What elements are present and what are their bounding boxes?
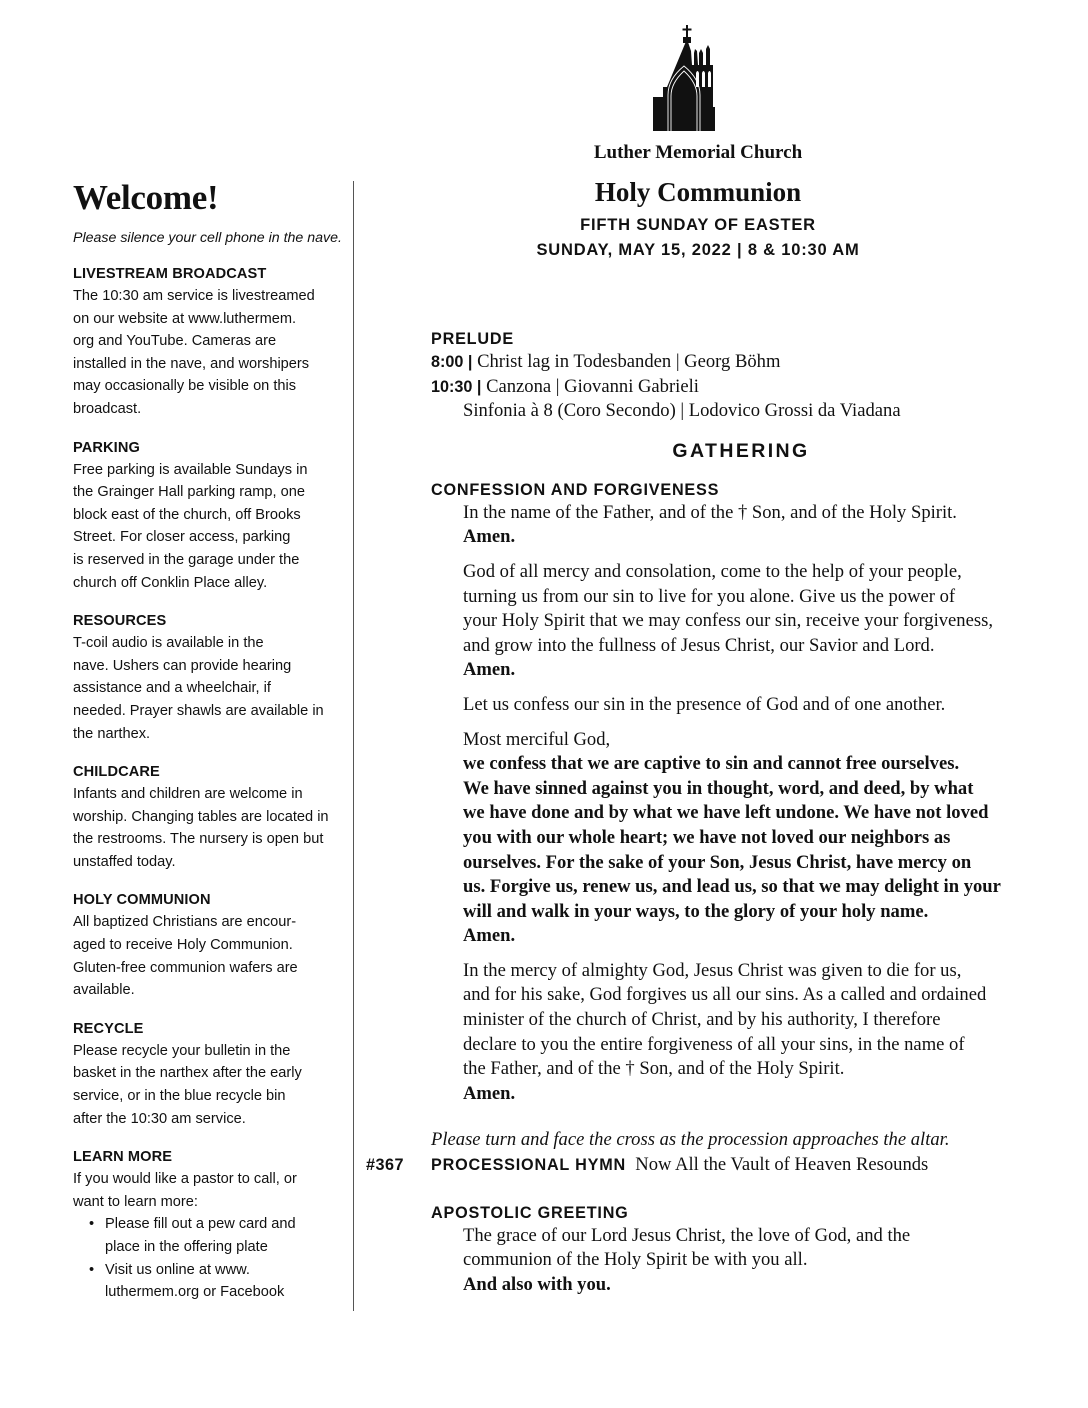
- invitation-to-confession: Let us confess our sin in the presence of God and of one another.: [463, 693, 946, 715]
- info-line: Street. For closer access, parking: [73, 529, 291, 546]
- info-body: [73, 911, 345, 1001]
- confession-line: will and walk in your ways, to the glory of your holy name.: [463, 900, 929, 922]
- hymn-label: PROCESSIONAL HYMN: [431, 1156, 626, 1175]
- info-line: broadcast.: [73, 400, 142, 417]
- info-holy-communion: [73, 889, 345, 1001]
- prayer-line: God of all mercy and consolation, come to the help of your people,: [463, 560, 962, 582]
- info-line: may occasionally be visible on this: [73, 378, 297, 395]
- info-line: Free parking is available Sundays in: [73, 461, 308, 478]
- greeting-body: [431, 1224, 1051, 1298]
- absolution-line: minister of the church of Christ, and by his authority, I therefore: [463, 1009, 941, 1031]
- info-line: aged to receive Holy Communion.: [73, 937, 293, 954]
- info-line: basket in the narthex after the early: [73, 1065, 302, 1082]
- prayer-line: your Holy Spirit that we may confess our sin, receive your forgiveness,: [463, 610, 993, 632]
- welcome-title: Welcome!: [73, 178, 219, 217]
- info-line: Gluten-free communion wafers are: [73, 959, 298, 976]
- info-line: T-coil audio is available in the: [73, 635, 264, 652]
- info-line: nave. Ushers can provide hearing: [73, 657, 292, 674]
- info-line: the Grainger Hall parking ramp, one: [73, 484, 305, 501]
- church-name: Luther Memorial Church: [593, 142, 803, 163]
- hymn-line: [431, 1153, 1051, 1178]
- confession-line: We have sinned against you in thought, word, and deed, by what: [463, 777, 974, 799]
- info-line: If you would like a pastor to call, or: [73, 1171, 297, 1188]
- info-line: available.: [73, 982, 135, 999]
- list-item-text: place in the offering plate: [105, 1239, 268, 1255]
- info-livestream: [73, 263, 345, 421]
- prelude-time: 8:00 |: [431, 353, 473, 371]
- confession-prayer: [463, 728, 1051, 949]
- prayer-line: and grow into the fullness of Jesus Christ, our Savior and Lord.: [463, 634, 935, 656]
- absolution: [463, 959, 1051, 1107]
- service-date-time: SUNDAY, MAY 15, 2022 | 8 & 10:30 AM: [536, 241, 860, 259]
- info-line: block east of the church, off Brooks: [73, 506, 301, 523]
- confession-section: [431, 479, 1051, 1107]
- church-building-icon: [653, 25, 715, 131]
- absolution-line: In the mercy of almighty God, Jesus Christ was given to die for us,: [463, 959, 962, 981]
- info-line: Please recycle your bulletin in the: [73, 1042, 291, 1059]
- list-item-text: Visit us online at www.: [105, 1261, 250, 1278]
- gathering-heading: GATHERING: [672, 439, 810, 462]
- info-line: The 10:30 am service is livestreamed: [73, 288, 315, 304]
- info-body: [73, 285, 345, 421]
- info-body: [73, 632, 345, 745]
- procession-note: Please turn and face the cross as the procession approaches the altar.: [431, 1129, 950, 1151]
- absolution-line: and for his sake, God forgives us all our sins. As a called and ordained: [463, 984, 987, 1006]
- column-divider: [353, 181, 354, 1311]
- info-line: All baptized Christians are encour-: [73, 914, 297, 931]
- prayer-of-preparation: [463, 560, 1051, 683]
- confession-line: we have done and by what we have left undone. We have not loved: [463, 802, 989, 824]
- info-line: is reserved in the garage under the: [73, 551, 300, 568]
- prelude-entry: [431, 350, 1051, 375]
- prelude-piece: Canzona | Giovanni Gabrieli: [481, 375, 699, 397]
- confession-body: [431, 501, 1051, 1107]
- hymn-title: Now All the Vault of Heaven Resounds: [635, 1154, 929, 1176]
- greeting-line: communion of the Holy Spirit be with you all.: [463, 1249, 808, 1271]
- list-item-text: Please fill out a pew card and: [105, 1216, 296, 1233]
- info-title: LEARN MORE: [73, 1149, 173, 1166]
- response-amen: Amen.: [463, 659, 516, 681]
- prelude-entry: [431, 375, 1051, 400]
- absolution-line: the Father, and of the † Son, and of the Holy Spirit.: [463, 1058, 845, 1080]
- confession-line: ourselves. For the sake of your Son, Jesus Christ, have mercy on: [463, 851, 972, 873]
- info-line: assistance and a wheelchair, if: [73, 680, 271, 697]
- info-recycle: [73, 1018, 345, 1130]
- info-line: the restrooms. The nursery is open but: [73, 831, 324, 848]
- info-line: org and YouTube. Cameras are: [73, 333, 277, 350]
- invocation: In the name of the Father, and of the † Son, and of the Holy Spirit.: [463, 501, 957, 523]
- info-body: [73, 1040, 345, 1130]
- info-title: LIVESTREAM BROADCAST: [73, 266, 267, 282]
- greeting-line: The grace of our Lord Jesus Christ, the love of God, and the: [463, 1224, 911, 1246]
- apostolic-greeting-section: [431, 1202, 1051, 1298]
- info-line: unstaffed today.: [73, 853, 176, 870]
- list-item-text: luthermem.org or Facebook: [105, 1284, 285, 1301]
- greeting-label: APOSTOLIC GREETING: [431, 1203, 629, 1222]
- info-line: needed. Prayer shawls are available in: [73, 702, 324, 719]
- info-title: HOLY COMMUNION: [73, 892, 211, 909]
- info-line: worship. Changing tables are located in: [73, 808, 329, 825]
- info-childcare: [73, 761, 345, 873]
- info-title: PARKING: [73, 439, 140, 456]
- prelude-entry: Sinfonia à 8 (Coro Secondo) | Lodovico Grossi da Viadana: [463, 400, 901, 422]
- occasion: FIFTH SUNDAY OF EASTER: [580, 216, 816, 234]
- bullet-icon: •: [89, 1216, 95, 1233]
- info-resources: [73, 610, 345, 745]
- info-line: after the 10:30 am service.: [73, 1110, 246, 1127]
- prelude-label: PRELUDE: [431, 330, 514, 348]
- confession-label: CONFESSION AND FORGIVENESS: [431, 480, 720, 499]
- info-title: RECYCLE: [73, 1020, 144, 1037]
- confession-line: we confess that we are captive to sin and cannot free ourselves.: [463, 753, 960, 775]
- response-amen: Amen.: [463, 526, 516, 548]
- info-line: church off Conklin Place alley.: [73, 574, 268, 591]
- list-item: [89, 1259, 345, 1304]
- greeting-response: And also with you.: [463, 1273, 611, 1295]
- absolution-line: declare to you the entire forgiveness of all your sins, in the name of: [463, 1033, 965, 1055]
- prelude-time: 10:30 |: [431, 377, 482, 396]
- info-line: want to learn more:: [73, 1193, 198, 1210]
- info-line: the narthex.: [73, 725, 151, 742]
- confession-line: you with our whole heart; we have not loved our neighbors as: [463, 826, 951, 848]
- info-body: [73, 783, 345, 873]
- service-title: Holy Communion: [594, 177, 802, 207]
- prelude-piece: Christ lag in Todesbanden | Georg Böhm: [472, 351, 781, 372]
- processional-hymn: [366, 1153, 1051, 1178]
- prelude-section: [431, 328, 1051, 424]
- info-body: [73, 1168, 345, 1213]
- hymn-number: #367: [366, 1156, 405, 1175]
- info-line: installed in the nave, and worshipers: [73, 355, 310, 372]
- bullet-icon: •: [89, 1261, 95, 1278]
- info-line: Infants and children are welcome in: [73, 786, 303, 803]
- response-amen: Amen.: [463, 1082, 516, 1104]
- prayer-line: turning us from our sin to live for you alone. Give us the power of: [463, 585, 956, 607]
- info-line: on our website at www.luthermem.: [73, 310, 297, 327]
- order-of-worship: [366, 328, 1051, 1297]
- info-line: service, or in the blue recycle bin: [73, 1088, 286, 1105]
- prayer-address: Most merciful God,: [463, 728, 611, 750]
- info-body: [73, 459, 345, 595]
- response-amen: Amen.: [463, 925, 516, 947]
- info-title: CHILDCARE: [73, 764, 160, 781]
- confession-line: us. Forgive us, renew us, and lead us, so that we may delight in your: [463, 876, 1001, 898]
- info-parking: [73, 437, 345, 595]
- learn-more-list: [89, 1213, 345, 1303]
- info-learn-more: [73, 1146, 345, 1304]
- silence-phone-note: Please silence your cell phone in the nave.: [73, 230, 342, 246]
- list-item: [89, 1213, 345, 1258]
- info-title: RESOURCES: [73, 613, 167, 630]
- welcome-sidebar: [73, 178, 345, 1320]
